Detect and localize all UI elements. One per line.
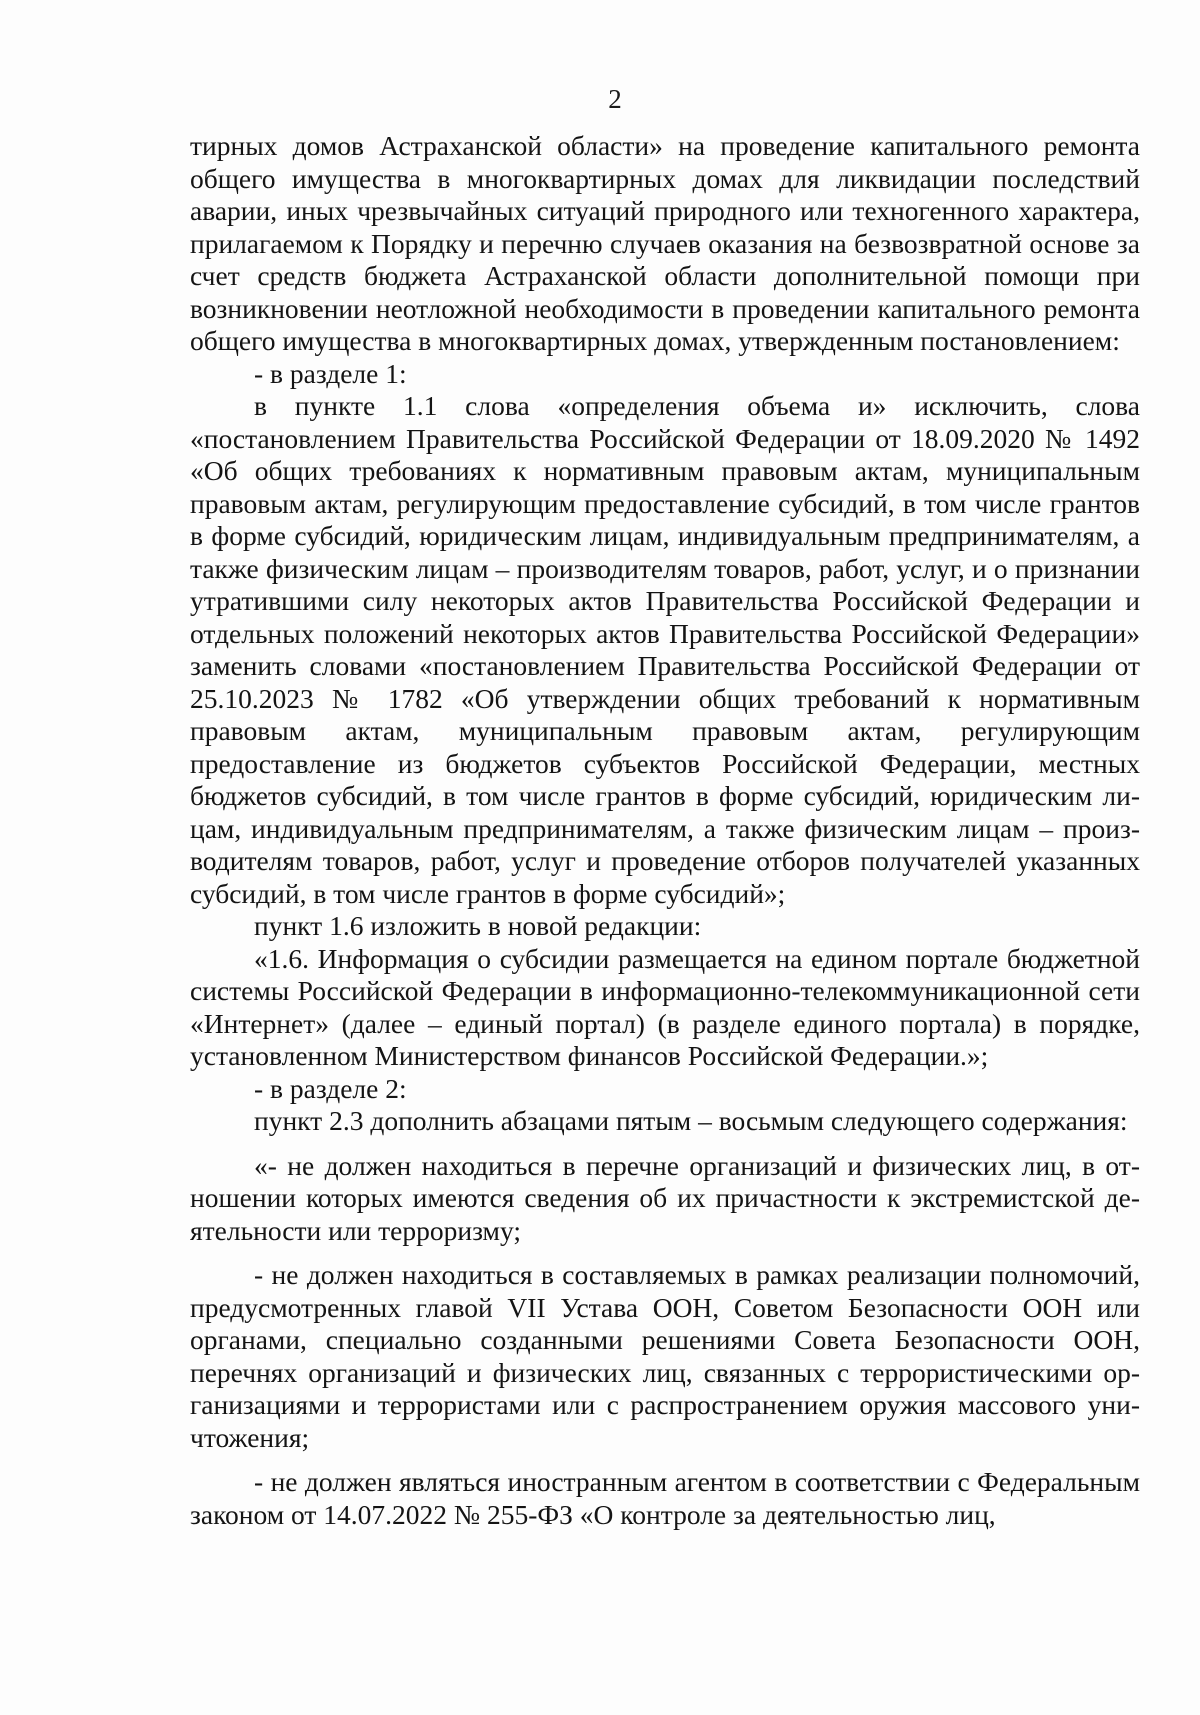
page-number: 2 — [608, 84, 622, 114]
paragraph-continuation: тирных домов Астраханской области» на проведение капитального ремонта общего имущества в многоквартирных домах для ликвидации последствий аварии, иных чрезвычайных ситуаций природного или техногенного характера, прилагаемом к Порядку и перечню случаев оказания на безвозвратной основе за счет средств бюджета Астраханской области дополнительной помощи при возникновении неотложной необходимости в проведении капитального ремонта общего имущества в многоквартирных домах, утвержденным постановлением: — [190, 130, 1140, 356]
paragraph-list-item-foreign-agent: - не должен являться иностранным агентом в соответствии с Федеральным законом от 14.07.2022 № 255-ФЗ «О контроле за деятельностью лиц, — [190, 1466, 1140, 1530]
document-body — [190, 130, 1140, 1531]
paragraph-list-item-un-lists: - не должен находиться в составляемых в рамках реализации полномочий, предусмотренных главой VII Устава ООН, Советом Безопасности ООН или органами, специально созданными решениями Совета Безопасности ООН, перечнях организаций и физических лиц, связанных с террористическими организациями и террористами или с распространением оружия массового уничтожения; — [190, 1259, 1140, 1453]
paragraph-point-1-1: в пункте 1.1 слова «определения объема и» исключить, слова «постановлением Правительства Российской Федерации от 18.09.2020 № 1492 «Об общих требованиях к нормативным правовым актам, муниципальным правовым актам, регулирующим предоставление субсидий, в том числе грантов в форме субсидий, юридическим лицам, индивидуальным предпринимателям, а также физическим лицам – производителям товаров, работ, услуг, и о признании утратившими силу некоторых актов Правительства Российской Федерации и отдельных положений некоторых актов Правительства Российской Федерации» заменить словами «постановлением Правительства Российской Федерации от 25.10.2023 № 1782 «Об утверждении общих требований к нормативным правовым актам, муниципальным правовым актам, регулирующим предоставление из бюджетов субъектов Российской Федерации, местных бюджетов субсидий, в том числе грантов в форме субсидий, юридическим лицам, индивидуальным предпринимателям, а также физическим лицам – производителям товаров, работ, услуг и проведение отборов получателей указанных субсидий, в том числе грантов в форме субсидий»; — [190, 390, 1140, 909]
paragraph-point-2-3-intro: пункт 2.3 дополнить абзацами пятым – восьмым следующего содержания: — [254, 1105, 1128, 1136]
paragraph-section-2-heading: - в разделе 2: — [254, 1072, 407, 1104]
paragraph-point-1-6-text: «1.6. Информация о субсидии размещается на едином портале бюджетной системы Российской Федерации в информационно-телекоммуникационной сети «Интернет» (далее – единый портал) (в разделе единого портала) в порядке, установленном Министерством финансов Российской Федерации.»; — [190, 942, 1140, 1071]
paragraph-point-1-6-intro: пункт 1.6 изложить в новой редакции: — [254, 910, 702, 941]
paragraph-section-1-heading: - в разделе 1: — [254, 357, 407, 389]
paragraph-list-item-extremism: «- не должен находиться в перечне организаций и физических лиц, в отношении которых имеются сведения об их причастности к экстремистской деятельности или терроризму; — [190, 1149, 1140, 1246]
